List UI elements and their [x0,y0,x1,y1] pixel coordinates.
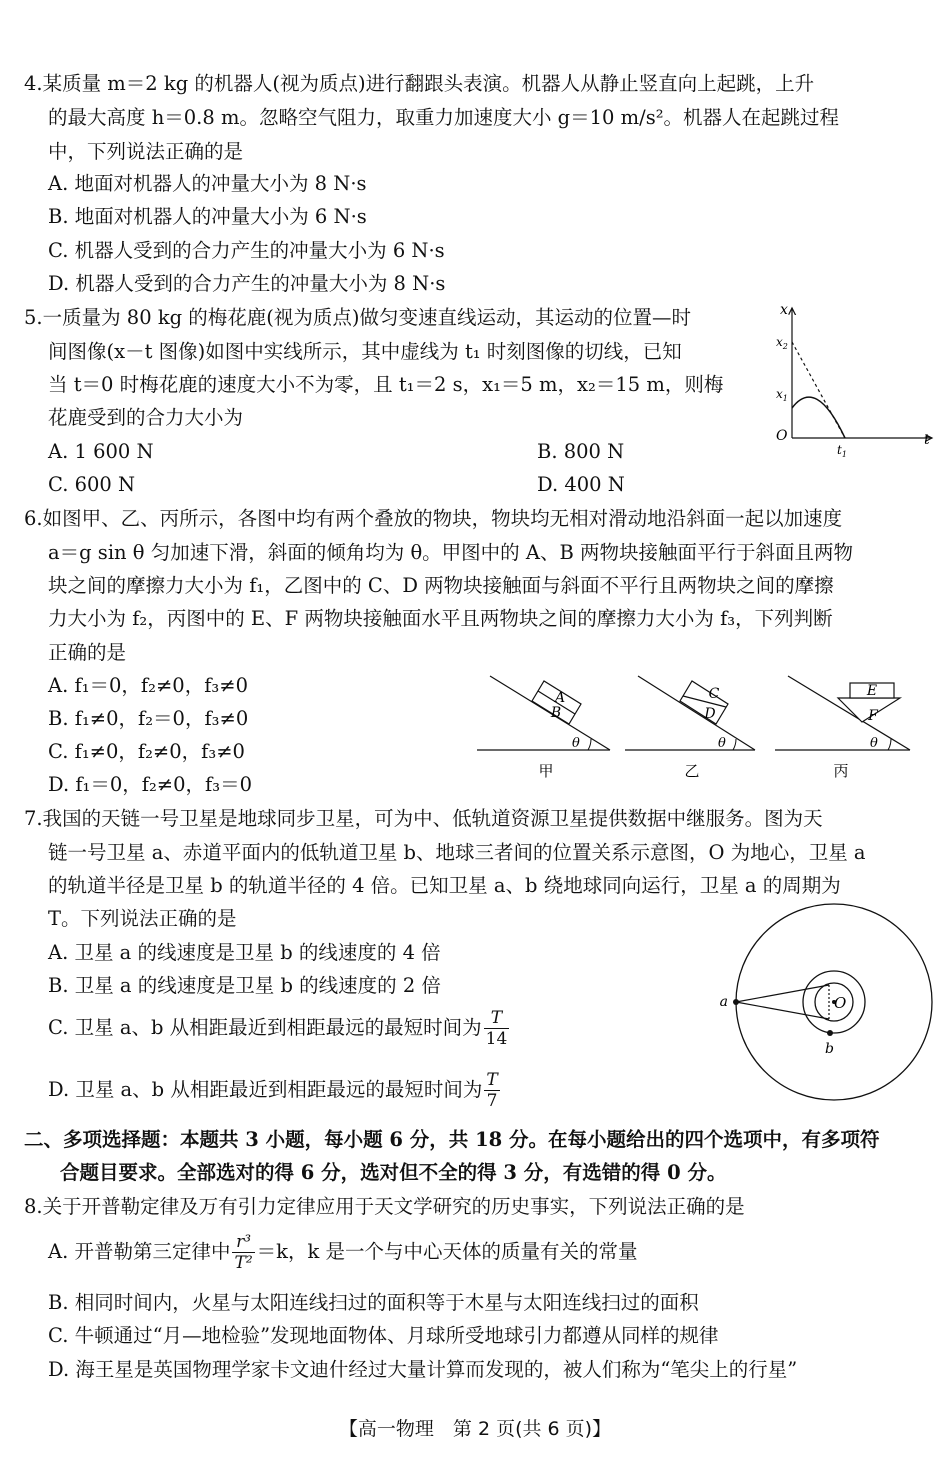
fraction-numerator: r³ [232,1232,254,1253]
q8-option-d: D. 海王星是英国物理学家卡文迪什经过大量计算而发现的，被人们称为“笔尖上的行星” [48,1358,798,1381]
label-o: O [834,994,847,1012]
q7-option-c-fraction [484,1008,510,1049]
q7-option-b: B. 卫星 a 的线速度是卫星 b 的线速度的 2 倍 [48,974,441,997]
q8-stem: 8.关于开普勒定律及万有引力定律应用于天文学研究的历史事实，下列说法正确的是 [24,1195,745,1218]
q4-option-d: D. 机器人受到的合力产生的冲量大小为 8 N·s [48,272,446,295]
q4-option-c: C. 机器人受到的合力产生的冲量大小为 6 N·s [48,239,445,262]
caption-yi: 乙 [684,762,700,780]
q5-xt-graph [766,298,942,458]
q5-stem-line2: 间图像(x－t 图像)如图中实线所示，其中虚线为 t₁ 时刻图像的切线，已知 [48,340,682,363]
q8-option-a [48,1232,637,1273]
q5-stem-line4: 花鹿受到的合力大小为 [48,406,244,429]
q5-stem-line1: 5.一质量为 80 kg 的梅花鹿(视为质点)做匀变速直线运动，其运动的位置—时 [24,306,692,329]
fraction-denominator: 14 [485,1029,508,1049]
q7-stem-line1: 7.我国的天链一号卫星是地球同步卫星，可为中、低轨道资源卫星提供数据中继服务。图为天 [24,807,823,830]
xt-curve [792,397,845,438]
q6-option-a: A. f₁＝0，f₂≠0，f₃≠0 [48,674,248,697]
q6-stem-line5: 正确的是 [48,641,127,664]
block-e: E [866,683,878,699]
q6-stem-line1: 6.如图甲、乙、丙所示，各图中均有两个叠放的物块，物块均无相对滑动地沿斜面一起以加速度 [24,507,843,530]
label-b: b [825,1041,834,1057]
label-a: a [719,994,728,1010]
q6-option-d: D. f₁＝0，f₂≠0，f₃＝0 [48,773,252,796]
fig-bing [775,676,910,780]
t1-label: $t_1$ [837,443,847,459]
q6-option-c: C. f₁≠0，f₂≠0，f₃≠0 [48,740,245,763]
block-b: B [550,705,562,721]
q8-option-b: B. 相同时间内，火星与太阳连线扫过的面积等于木星与太阳连线扫过的面积 [48,1291,699,1314]
q5-stem-line3: 当 t＝0 时梅花鹿的速度大小不为零，且 t₁＝2 s，x₁＝5 m，x₂＝15 m，则梅 [48,373,724,396]
satellite-a [733,999,739,1005]
section2-heading-line1: 二、多项选择题：本题共 3 小题，每小题 6 分，共 18 分。在每小题给出的四个选项中，有多项符 [24,1128,880,1151]
q7-option-a: A. 卫星 a 的线速度是卫星 b 的线速度的 4 倍 [48,941,441,964]
x1-label: $x_1$ [776,387,788,403]
q8-option-c: C. 牛顿通过“月—地检验”发现地面物体、月球所受地球引力都遵从同样的规律 [48,1324,719,1347]
q5-option-b: B. 800 N [537,440,625,463]
q7-option-d [48,1070,502,1111]
q7-stem-line4: T。下列说法正确的是 [48,907,237,930]
angle-yi: θ [718,736,726,751]
fraction-numerator: T [486,1070,498,1090]
q5-option-d: D. 400 N [537,473,625,496]
block-a: A [554,690,566,706]
q8-option-a-pre: A. 开普勒第三定律中 [48,1240,231,1263]
t-axis-label: t [924,432,930,448]
q6-stem-line4: 力大小为 f₂，丙图中的 E、F 两物块接触面水平且两物块之间的摩擦力大小为 f₃，下列判断 [48,607,833,630]
origin-label: O [776,428,788,444]
angle-bing: θ [870,736,878,751]
q4-option-a: A. 地面对机器人的冲量大小为 8 N·s [48,172,367,195]
q7-option-d-fraction [484,1070,499,1111]
fraction-denominator: 7 [486,1091,498,1111]
q7-stem-line2: 链一号卫星 a、赤道平面内的低轨道卫星 b、地球三者间的位置关系示意图，O 为地心，卫星 a [48,841,866,864]
section2-heading-line2: 合题目要求。全部选对的得 6 分，选对但不全的得 3 分，有选错的得 0 分。 [60,1161,727,1184]
q5-option-a: A. 1 600 N [48,440,154,463]
x2-label: $x_2$ [776,335,788,351]
block-c: C [708,686,720,702]
caption-jia: 甲 [538,762,554,780]
satellite-b [827,1030,833,1036]
q6-figures [470,668,940,786]
q7-option-c-text: C. 卫星 a、b 从相距最近到相距最远的最短时间为 [48,1016,482,1039]
block-f: F [868,708,878,724]
caption-bing: 丙 [833,762,849,780]
angle-jia: θ [572,736,580,751]
q7-orbit-diagram [719,898,940,1108]
block-d: D [704,706,716,722]
q4-stem-line3: 中，下列说法正确的是 [48,140,244,163]
page-footer: 【高一物理 第 2 页(共 6 页)】 [338,1418,612,1440]
q4-stem-line2: 的最大高度 h＝0.8 m。忽略空气阻力，取重力加速度大小 g＝10 m/s²。机器人在起跳过程 [48,106,840,129]
q6-stem-line3: 块之间的摩擦力大小为 f₁，乙图中的 C、D 两物块接触面与斜面不平行且两物块之间的摩擦 [48,574,834,597]
q8-option-a-fraction [232,1232,254,1273]
q8-option-a-post: ＝k，k 是一个与中心天体的质量有关的常量 [256,1240,638,1263]
fraction-denominator: T² [234,1253,253,1273]
q7-stem-line3: 的轨道半径是卫星 b 的轨道半径的 4 倍。已知卫星 a、b 绕地球同向运行，卫星 a 的周期为 [48,874,841,897]
q6-option-b: B. f₁≠0，f₂＝0，f₃≠0 [48,707,249,730]
fraction-numerator: T [484,1008,510,1029]
q4-option-b: B. 地面对机器人的冲量大小为 6 N·s [48,205,367,228]
q7-option-d-text: D. 卫星 a、b 从相距最近到相距最远的最短时间为 [48,1078,483,1101]
fig-jia [477,676,610,780]
q6-stem-line2: a＝g sin θ 匀加速下滑，斜面的倾角均为 θ。甲图中的 A、B 两物块接触面平行于斜面且两物 [48,541,853,564]
q5-option-c: C. 600 N [48,473,136,496]
fig-yi [625,676,755,780]
q7-option-c [48,1008,511,1049]
x-axis-label: x [780,302,788,318]
q4-stem-line1: 4.某质量 m＝2 kg 的机器人(视为质点)进行翻跟头表演。机器人从静止竖直向上起跳，上升 [24,72,815,95]
